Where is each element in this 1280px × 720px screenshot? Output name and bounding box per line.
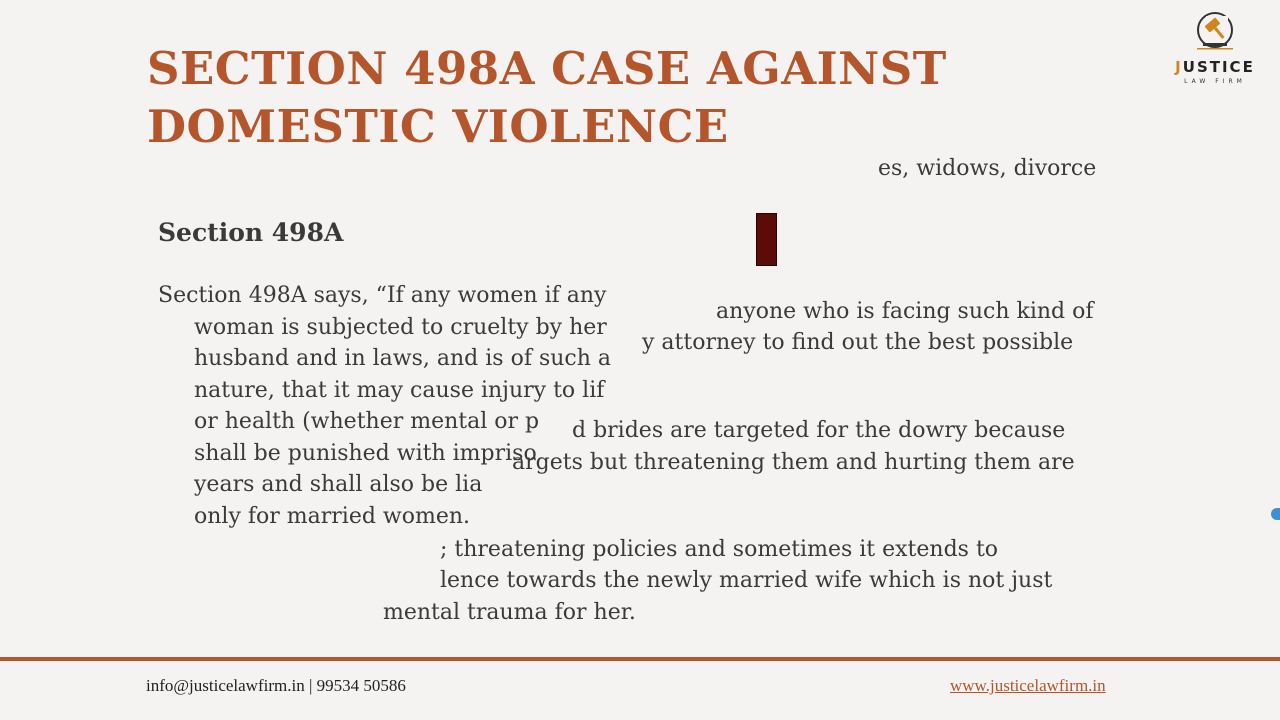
logo-name: JUSTICE <box>1175 58 1255 76</box>
section-heading: Section 498A <box>158 218 344 247</box>
text-fragment: mental trauma for her. <box>383 600 636 625</box>
paragraph-line: years and shall also be lia <box>194 472 483 497</box>
text-fragment: y attorney to find out the best possible <box>642 330 1074 355</box>
paragraph-line: only for married women. <box>194 503 471 529</box>
section-paragraph <box>158 280 658 532</box>
text-fragment: lence towards the newly married wife which is not just <box>440 568 1053 593</box>
slide-title: SECTION 498A CASE AGAINST DOMESTIC VIOLENCE <box>147 42 947 153</box>
paragraph-line: Section 498A says, “If any women if any <box>158 283 607 308</box>
text-fragment: es, widows, divorce <box>878 156 1097 181</box>
footer-divider <box>0 657 1280 661</box>
justice-law-firm-logo <box>1168 10 1262 90</box>
logo-subtitle: LAW FIRM <box>1184 78 1246 85</box>
paragraph-line: husband and in laws, and is of such a <box>194 346 612 371</box>
scroll-indicator[interactable] <box>1271 508 1280 520</box>
paragraph-line: shall be punished with impriso <box>194 440 537 466</box>
text-fragment: d brides are targeted for the dowry because <box>572 418 1066 443</box>
text-fragment: ; threatening policies and sometimes it extends to <box>440 537 999 562</box>
gavel-logo-icon <box>1193 10 1237 54</box>
paragraph-line: or health (whether mental or p <box>194 409 540 434</box>
website-link[interactable]: www.justicelawfirm.in <box>950 676 1106 695</box>
text-fragment: anyone who is facing such kind of <box>716 299 1094 324</box>
paragraph-line: nature, that it may cause injury to lif <box>194 377 605 403</box>
text-fragment: argets but threatening them and hurting them are <box>512 450 1075 475</box>
paragraph-line: woman is subjected to cruelty by her <box>194 314 607 340</box>
footer-contact: info@justicelawfirm.in | 99534 50586 <box>146 676 406 695</box>
dark-red-marker <box>756 213 777 266</box>
